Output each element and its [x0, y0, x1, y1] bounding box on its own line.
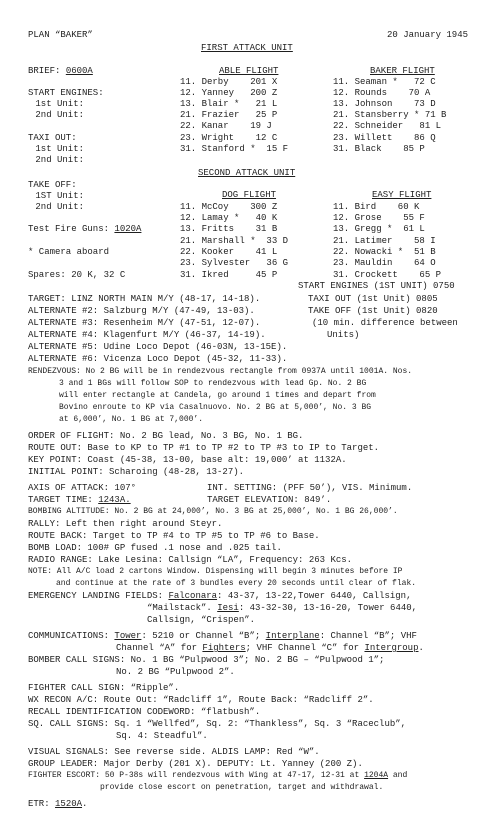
- take-off-label: TAKE OFF:: [28, 180, 77, 190]
- dog-flight-row: 13. Fritts 31 B: [180, 224, 278, 234]
- baker-flight-row: 23. Willett 86 Q: [333, 133, 436, 143]
- taxi-out-second-unit: 2nd Unit:: [30, 155, 85, 165]
- initial-point: INITIAL POINT: Scharoing (48-28, 13-27).: [28, 467, 245, 477]
- able-flight-row: 21. Frazier 25 P: [180, 110, 278, 120]
- etr-time: 1520A: [55, 799, 83, 809]
- axis-of-attack: AXIS OF ATTACK: 107°: [28, 483, 137, 493]
- dog-flight-row: 11. McCoy 300 Z: [180, 202, 278, 212]
- second-attack-unit-title: SECOND ATTACK UNIT: [198, 168, 296, 178]
- test-fire-guns-time: 1020A: [114, 224, 142, 234]
- vhf-channel-c: ; VHF Channel “C” for: [245, 643, 365, 653]
- fighter-escort-line: [28, 771, 407, 781]
- easy-flight-row: 21. Latimer 58 I: [333, 236, 436, 246]
- baker-flight-row: 12. Rounds 70 A: [333, 88, 431, 98]
- easy-flight-row: 31. Crockett 65 P: [333, 270, 442, 280]
- rendezvous-line: at 6,000’, No. 1 BG at 7,000’.: [59, 415, 204, 424]
- bomb-load: BOMB LOAD: 100# GP fused .1 nose and .025 tail.: [28, 543, 282, 553]
- dog-flight-title: DOG FLIGHT: [222, 190, 277, 200]
- alternate-3: ALTERNATE #3: Resenheim M/Y (47-51, 12-07).: [28, 318, 261, 328]
- etr-line: [28, 799, 87, 809]
- able-flight-title: ABLE FLIGHT: [219, 66, 279, 76]
- interplane-channel: : Channel “B”; VHF: [319, 631, 417, 641]
- able-flight-row: 13. Blair * 21 L: [180, 99, 278, 109]
- dog-flight-row: 22. Kooker 41 L: [180, 247, 278, 257]
- alternate-6: ALTERNATE #6: Vicenza Loco Depot (45-32, 11-33).: [28, 354, 288, 364]
- tower-word: Tower: [114, 631, 142, 641]
- etr-label: ETR:: [28, 799, 56, 809]
- rally: RALLY: Left then right around Steyr.: [28, 519, 223, 529]
- target-elevation: TARGET ELEVATION: 849’.: [207, 495, 332, 505]
- baker-flight-row: 11. Seaman * 72 C: [333, 77, 436, 87]
- communications-line: [116, 643, 424, 653]
- taxi-out-label: TAXI OUT:: [28, 133, 77, 143]
- alternate-5: ALTERNATE #5: Udine Loco Depot (46-03N, 13-15E).: [28, 342, 288, 352]
- recall-codeword: RECALL IDENTIFICATION CODEWORD: “flatbush”.: [28, 707, 261, 717]
- falconara-field: Falconara: [168, 591, 218, 601]
- start-engines-second-unit: 2nd Unit:: [30, 110, 85, 120]
- emergency-landing-line: Callsign, “Crispen”.: [147, 615, 256, 625]
- etr-period: .: [82, 799, 88, 809]
- emergency-landing-line: [28, 591, 411, 601]
- plan-date: 20 January 1945: [387, 30, 469, 40]
- iesi-details: : 43-32-30, 13-16-20, Tower 6440,: [238, 603, 418, 613]
- radio-range: RADIO RANGE: Lake Lesina: Callsign “LA”, Frequency: 263 Kcs.: [28, 555, 353, 565]
- communications-end: .: [418, 643, 424, 653]
- note-line: and continue at the rate of 3 bundles every 20 seconds until clear of flak.: [56, 579, 417, 588]
- fighter-escort-and: and: [388, 771, 408, 780]
- easy-flight-row: 12. Grose 55 F: [333, 213, 425, 223]
- first-attack-unit-title: FIRST ATTACK UNIT: [201, 43, 293, 53]
- alternate-4: ALTERNATE #4: Klagenfurt M/Y (46-37, 14-19).: [28, 330, 266, 340]
- able-flight-row: 23. Wright 12 C: [180, 133, 278, 143]
- bombing-altitude: BOMBING ALTITUDE: No. 2 BG at 24,000’, No. 3 BG at 25,000’, No. 1 BG 26,000’.: [28, 507, 398, 516]
- communications-line: [28, 631, 417, 641]
- route-back: ROUTE BACK: Target to TP #4 to TP #5 to TP #6 to Base.: [28, 531, 320, 541]
- taxi-out-first-unit: 1st Unit:: [30, 144, 85, 154]
- dog-flight-row: 21. Marshall * 33 D: [180, 236, 289, 246]
- route-out: ROUTE OUT: Base to KP to TP #1 to TP #2 to TP #3 to IP to Target.: [28, 443, 380, 453]
- rendezvous-line: 3 and 1 BGs will follow SOP to rendezvous with lead Gp. No. 2 BG: [59, 379, 367, 388]
- mailstack-callsign: “Mailstack”.: [147, 603, 218, 613]
- dog-flight-row: 31. Ikred 45 P: [180, 270, 278, 280]
- able-flight-row: 22. Kanar 19 J: [180, 121, 272, 131]
- take-off-second-unit: 2nd Unit:: [30, 202, 85, 212]
- able-flight-row: 11. Derby 201 X: [180, 77, 278, 87]
- communications-label: COMMUNICATIONS:: [28, 631, 115, 641]
- target-time-line: [28, 495, 131, 505]
- difference-note: (10 min. difference between: [312, 318, 458, 328]
- start-engines-note: START ENGINES (1ST UNIT) 0750: [298, 281, 455, 291]
- emergency-landing-label: EMERGENCY LANDING FIELDS:: [28, 591, 169, 601]
- escort-time: 1204A: [364, 771, 389, 780]
- interplane-word: Interplane: [265, 631, 320, 641]
- spares-line: Spares: 20 K, 32 C: [28, 270, 126, 280]
- baker-flight-row: 31. Black 85 P: [333, 144, 425, 154]
- vhf-channel-a: Channel “A” for: [116, 643, 203, 653]
- bomber-call-signs-cont: No. 2 BG “Pulpwood 2”.: [116, 667, 235, 677]
- able-flight-row: 31. Stanford * 15 F: [180, 144, 289, 154]
- camera-aboard-note: * Camera aboard: [28, 247, 110, 257]
- bomber-call-signs: BOMBER CALL SIGNS: No. 1 BG “Pulpwood 3”; No. 2 BG – “Pulpwood 1”;: [28, 655, 385, 665]
- note-line: NOTE: All A/C load 2 cartons Window. Dispensing will begin 3 minutes before IP: [28, 567, 403, 576]
- dog-flight-row: 12. Lamay * 40 K: [180, 213, 278, 223]
- baker-flight-row: 21. Stansberry * 71 B: [333, 110, 447, 120]
- brief-line: [28, 66, 93, 76]
- fighters-word: Fighters: [202, 643, 246, 653]
- wx-recon: WX RECON A/C: Route Out: “Radcliff 1”, Route Back: “Radcliff 2”.: [28, 695, 374, 705]
- target-line: TARGET: LINZ NORTH MAIN M/Y (48-17, 14-18).: [28, 294, 261, 304]
- easy-flight-row: 13. Gregg * 61 L: [333, 224, 425, 234]
- group-leader: GROUP LEADER: Major Derby (201 X). DEPUTY: Lt. Yanney (200 Z).: [28, 759, 363, 769]
- easy-flight-row: 23. Mauldin 64 O: [333, 258, 436, 268]
- alternate-2: ALTERNATE #2: Salzburg M/Y (47-49, 13-03).: [28, 306, 255, 316]
- difference-note-units: Units): [327, 330, 360, 340]
- sq-call-signs-cont: Sq. 4: Steadful”.: [116, 731, 208, 741]
- baker-flight-title: BAKER FLIGHT: [370, 66, 435, 76]
- test-fire-guns-line: [28, 224, 141, 234]
- emergency-landing-line: [147, 603, 417, 613]
- take-off-first-unit: 1ST Unit:: [30, 191, 85, 201]
- able-flight-row: 12. Yanney 200 Z: [180, 88, 278, 98]
- take-off-note: TAKE OFF (1st Unit) 0820: [308, 306, 438, 316]
- order-of-flight: ORDER OF FLIGHT: No. 2 BG lead, No. 3 BG, No. 1 BG.: [28, 431, 304, 441]
- visual-signals: VISUAL SIGNALS: See reverse side. ALDIS LAMP: Red “W”.: [28, 747, 320, 757]
- start-engines-label: START ENGINES:: [28, 88, 104, 98]
- baker-flight-row: 22. Schneider 81 L: [333, 121, 442, 131]
- falconara-details: : 43-37, 13-22,Tower 6440, Callsign,: [217, 591, 412, 601]
- rendezvous-line: will enter rectangle at Candela, go around 1 times and depart from: [59, 391, 376, 400]
- intergroup-word: Intergroup: [364, 643, 419, 653]
- int-setting: INT. SETTING: (PFF 50’), VIS. Minimum.: [207, 483, 413, 493]
- dog-flight-row: 23. Sylvester 36 G: [180, 258, 289, 268]
- rendezvous-line: RENDEZVOUS: No 2 BG will be in rendezvous rectangle from 0937A until 1001A. Nos.: [28, 367, 413, 376]
- iesi-field: Iesi: [217, 603, 239, 613]
- test-fire-guns-label: Test Fire Guns:: [28, 224, 115, 234]
- plan-name: PLAN “BAKER”: [28, 30, 93, 40]
- rendezvous-line: Bovino enroute to KP via Casalnuovo. No. 2 BG at 5,000’, No. 3 BG: [59, 403, 372, 412]
- fighter-escort-text: FIGHTER ESCORT: 50 P-38s will rendezvous with Wing at 47-17, 12-31 at: [28, 771, 365, 780]
- taxi-out-note: TAXI OUT (1st Unit) 0805: [308, 294, 438, 304]
- target-time-label: TARGET TIME:: [28, 495, 99, 505]
- target-time: 1243A.: [98, 495, 131, 505]
- fighter-call-sign: FIGHTER CALL SIGN: “Ripple”.: [28, 683, 180, 693]
- tower-channel: : 5210 or Channel “B”;: [141, 631, 266, 641]
- easy-flight-title: EASY FLIGHT: [372, 190, 432, 200]
- baker-flight-row: 13. Johnson 73 D: [333, 99, 436, 109]
- brief-time: 0600A: [65, 66, 93, 76]
- key-point: KEY POINT: Coast (45-38, 13-00, base alt: 19,000’ at 1132A.: [28, 455, 347, 465]
- fighter-escort-line-2: provide close escort on penetration, target and withdrawal.: [100, 783, 384, 792]
- easy-flight-row: 11. Bird 60 K: [333, 202, 420, 212]
- sq-call-signs: SQ. CALL SIGNS: Sq. 1 “Wellfed”, Sq. 2: “Thankless”, Sq. 3 “Raceclub”,: [28, 719, 407, 729]
- easy-flight-row: 22. Nowacki * 51 B: [333, 247, 436, 257]
- start-engines-first-unit: 1st Unit:: [30, 99, 85, 109]
- brief-label: BRIEF:: [28, 66, 66, 76]
